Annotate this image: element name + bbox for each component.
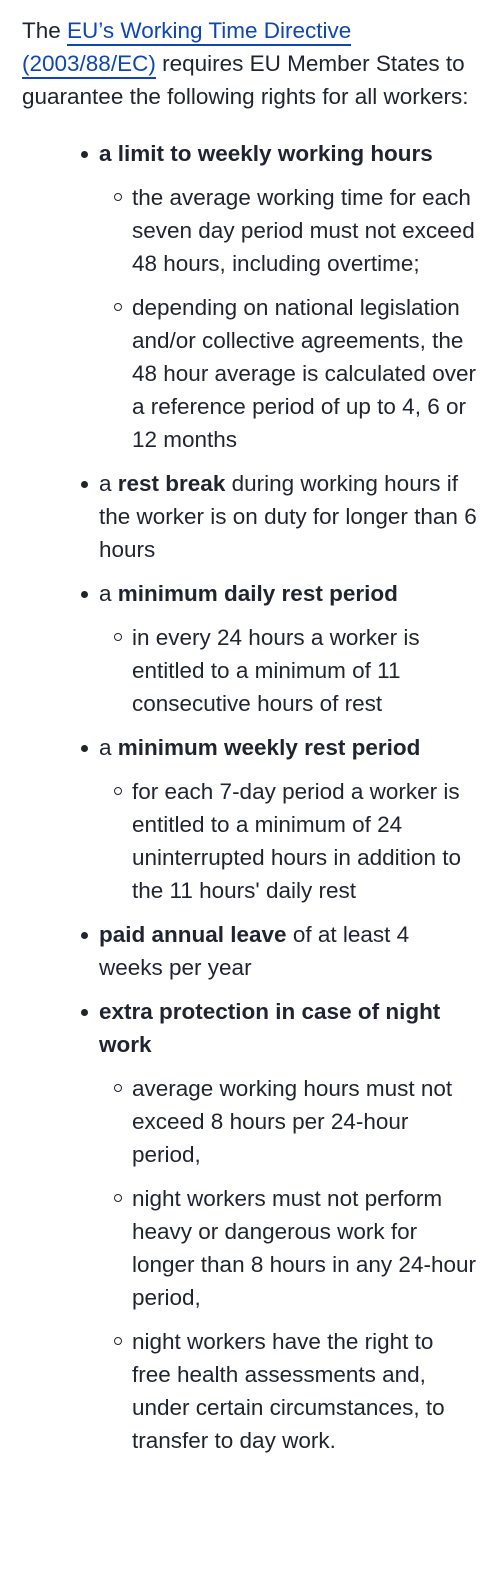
sub-list-item <box>132 1325 478 1457</box>
right-bold: extra protection in case of night work <box>99 999 441 1057</box>
rights-list <box>22 137 478 1457</box>
sub-item-text: night workers must not perform heavy or dangerous work for longer than 8 hours in any 24-hour period, <box>132 1186 476 1310</box>
intro-suffix: requires EU Member States to guarantee the following rights for all workers: <box>22 51 469 109</box>
sub-item-text: average working hours must not exceed 8 hours per 24-hour period, <box>132 1076 453 1167</box>
sub-list-item <box>132 775 478 907</box>
sub-list <box>99 181 478 456</box>
right-bold: minimum weekly rest period <box>117 735 421 760</box>
rights-list-item <box>99 995 478 1457</box>
circle-bullet-icon <box>114 1084 122 1092</box>
rights-list-item <box>99 731 478 907</box>
rights-list-item <box>99 467 478 566</box>
sub-item-text: for each 7-day period a worker is entitled to a minimum of 24 uninterrupted hours in addition to the 11 hours' daily rest <box>132 779 461 903</box>
sub-item-text: depending on national legislation and/or collective agreements, the 48 hour average is calculated over a reference period of up to 4, 6 or 12 months <box>132 295 476 452</box>
directive-link[interactable]: EU’s Working Time Directive (2003/88/EC) <box>22 18 351 79</box>
rights-list-item <box>99 137 478 456</box>
bullet-icon <box>81 591 88 598</box>
right-bold: paid annual leave <box>99 922 287 947</box>
right-bold: rest break <box>117 471 226 496</box>
sub-item-text: the average working time for each seven day period must not exceed 48 hours, including overtime; <box>132 185 475 276</box>
sub-item-text: night workers have the right to free health assessments and, under certain circumstances, to transfer to day work. <box>132 1329 445 1453</box>
sub-list-item <box>132 621 478 720</box>
right-bold: a limit to weekly working hours <box>99 141 433 166</box>
intro-paragraph <box>22 14 478 113</box>
rights-list-item <box>99 918 478 984</box>
circle-bullet-icon <box>114 303 122 311</box>
right-post: of at least 4 weeks per year <box>99 922 410 980</box>
rights-list-item <box>99 577 478 720</box>
circle-bullet-icon <box>114 1194 122 1202</box>
sub-item-text: in every 24 hours a worker is entitled to a minimum of 11 consecutive hours of rest <box>132 625 420 716</box>
circle-bullet-icon <box>114 1337 122 1345</box>
circle-bullet-icon <box>114 787 122 795</box>
sub-list <box>99 775 478 907</box>
sub-list <box>99 621 478 720</box>
intro-prefix: The <box>22 18 68 43</box>
sub-list-item <box>132 1072 478 1171</box>
bullet-icon <box>81 745 88 752</box>
circle-bullet-icon <box>114 633 122 641</box>
sub-list-item <box>132 291 478 456</box>
bullet-icon <box>81 151 88 158</box>
right-pre: a <box>99 735 118 760</box>
right-bold: minimum daily rest period <box>117 581 398 606</box>
right-pre: a <box>99 471 118 496</box>
right-pre: a <box>99 581 118 606</box>
circle-bullet-icon <box>114 193 122 201</box>
bullet-icon <box>81 1009 88 1016</box>
bullet-icon <box>81 481 88 488</box>
sub-list <box>99 1072 478 1457</box>
bullet-icon <box>81 932 88 939</box>
right-post: during working hours if the worker is on duty for longer than 6 hours <box>99 471 477 562</box>
sub-list-item <box>132 181 478 280</box>
sub-list-item <box>132 1182 478 1314</box>
